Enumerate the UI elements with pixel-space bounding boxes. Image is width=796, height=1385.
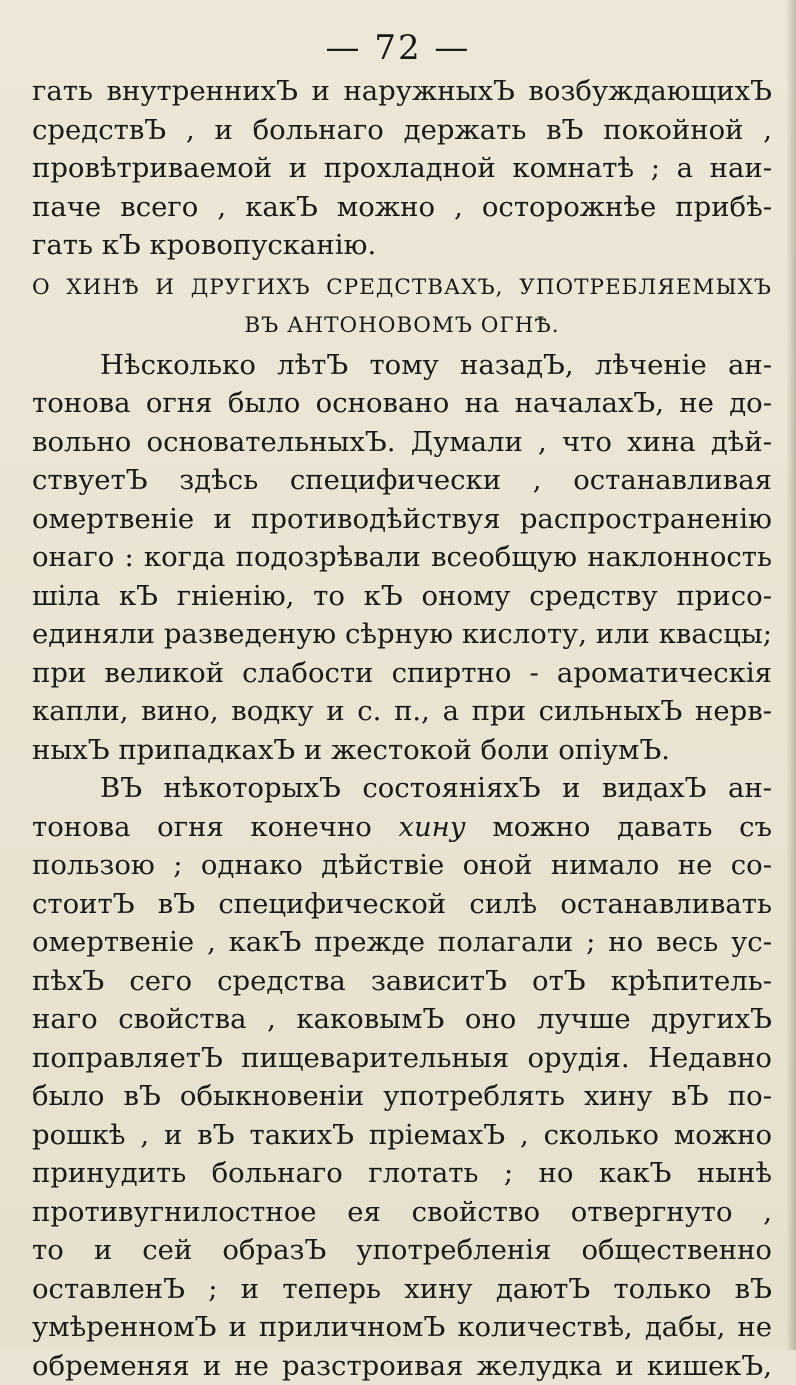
paragraph-line-with-emphasis [32,808,772,847]
paragraph-line: омертвеніе , какЪ прежде полагали ; но весь ус- [32,923,772,962]
section-heading-continuation: ВЪ АНТОНОВОМЪ ОГНѢ. [32,307,772,346]
paragraph-line: ныхЪ припадкахЪ и жестокой боли опіумЪ. [32,731,772,770]
paragraph-line: пользою ; однако дѣйствіе оной нимало не со- [32,846,772,885]
paragraph-text-segment: можно давать съ [492,811,772,843]
paragraph-line: Нѣсколько лѣтЪ тому назадЪ, лѣченіе ан- [32,346,772,385]
text-line: провѣтриваемой и прохладной комнатѣ ; а наи- [32,149,772,188]
paragraph-text-segment: тонова огня конечно [32,811,372,843]
text-line: гать внутреннихЪ и наружныхЪ возбуждающихЪ [32,72,772,111]
paragraph-line: было вЪ обыкновеніи употреблять хину вЪ по- [32,1077,772,1116]
paragraph-line: шіла кЪ гніенію, то кЪ оному средству присо- [32,577,772,616]
paragraph-line: омертвеніе и противодѣйствуя распространенію [32,500,772,539]
paragraph-line: ствуетЪ здѣсь специфически , останавливая [32,461,772,500]
section-heading: О ХИНѢ И ДРУГИХЪ СРЕДСТВАХЪ, УПОТРЕБЛЯЕМЫХЪ [32,269,772,308]
emphasized-word: хину [398,811,465,843]
text-line: гать кЪ кровопусканію. [32,226,772,265]
text-line: паче всего , какЪ можно , осторожнѣе прибѣ- [32,188,772,227]
page-number: — 72 — [0,30,796,66]
paragraph-line: принудить больнаго глотать ; но какЪ нынѣ [32,1154,772,1193]
page-edge-shadow [786,0,796,1350]
paragraph-line: оставленЪ ; и теперь хину даютЪ только вЪ [32,1270,772,1309]
paragraph-line: капли, вино, водку и с. п., а при сильныхЪ нерв- [32,692,772,731]
paragraph-line: поправляетЪ пищеварительныя орудія. Недавно [32,1039,772,1078]
paragraph-line: умѣренномЪ и приличномЪ количествѣ, дабы, не [32,1308,772,1347]
paragraph-line: противугнилостное ея свойство отвергнуто , [32,1193,772,1232]
text-line: средствЪ , и больнаго держать вЪ покойной , [32,111,772,150]
page-text [32,72,772,1385]
paragraph-line: стоитЪ вЪ специфической силѣ останавливать [32,885,772,924]
paragraph-line: пѣхЪ сего средства зависитЪ отЪ крѣпитель- [32,962,772,1001]
paragraph-line: онаго : когда подозрѣвали всеобщую наклонность [32,538,772,577]
paragraph-line: тонова огня было основано на началахЪ, не до- [32,384,772,423]
paragraph-line: ВЪ нѣкоторыхЪ состояніяхЪ и видахЪ ан- [32,769,772,808]
paragraph-line: при великой слабости спиртно - ароматическія [32,654,772,693]
paragraph-line: обременяя и не разстроивая желудка и кишекЪ, [32,1347,772,1385]
paragraph-line: единяли разведеную сѣрную кислоту, или квасцы; [32,615,772,654]
paragraph-line: наго свойства , каковымЪ оно лучше другихЪ [32,1000,772,1039]
paragraph-line: рошкѣ , и вЪ такихЪ пріемахЪ , сколько можно [32,1116,772,1155]
paragraph-line: вольно основательныхЪ. Думали , что хина дѣй- [32,423,772,462]
paragraph-line: то и сей образЪ употребленія общественно [32,1231,772,1270]
